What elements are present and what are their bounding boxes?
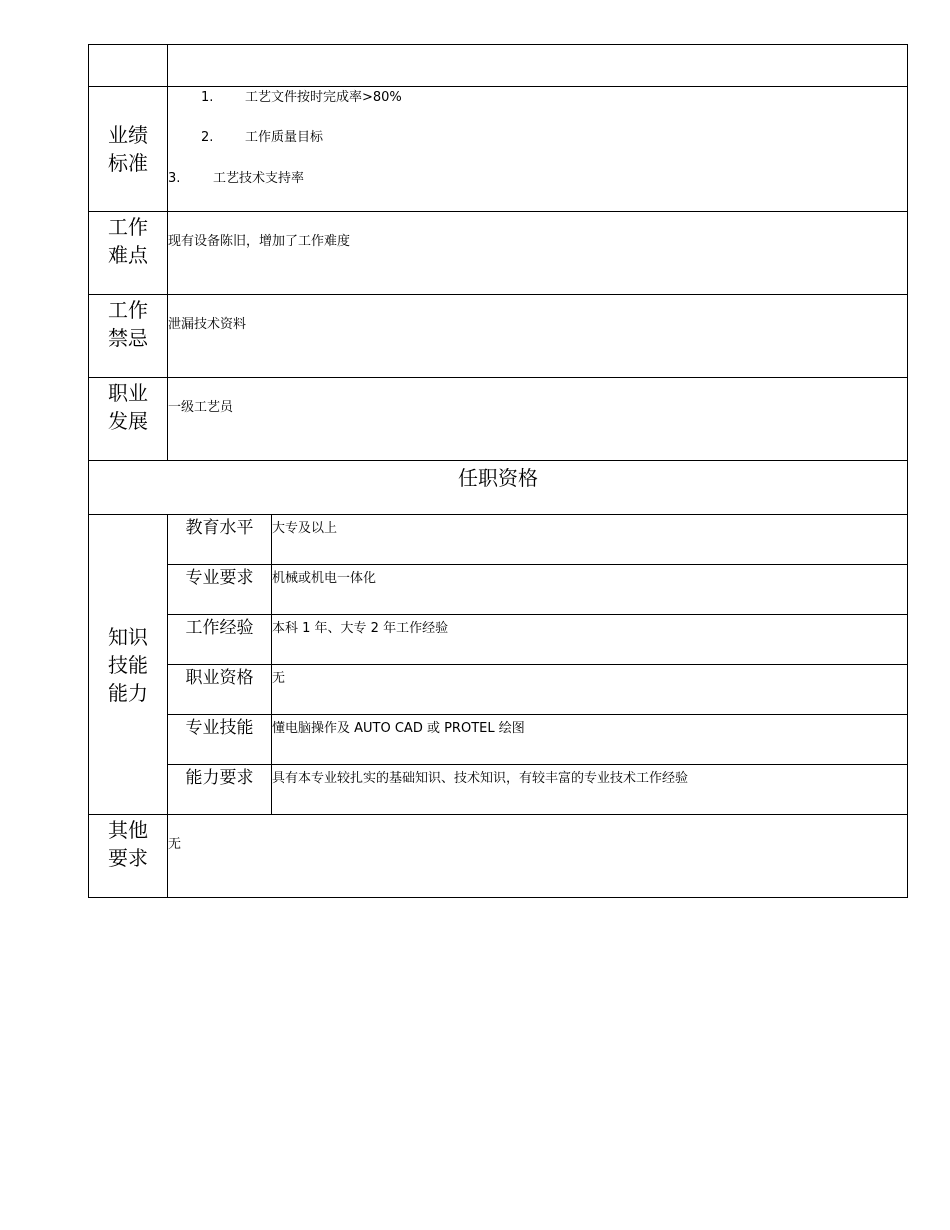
qualification-title-row [89, 461, 908, 515]
career-label-text: 职业发展 [108, 381, 148, 433]
performance-list [168, 87, 907, 211]
major-value: 机械或机电一体化 [272, 565, 908, 615]
performance-item-1-num: 1. [201, 90, 214, 105]
difficulty-row [89, 212, 908, 295]
difficulty-label-text: 工作难点 [108, 215, 148, 267]
other-label [89, 815, 168, 898]
performance-item-2-text: 工作质量目标 [245, 130, 324, 145]
difficulty-label [89, 212, 168, 295]
qualification-row [89, 565, 908, 615]
qualification-row [89, 515, 908, 565]
qualification-row [89, 665, 908, 715]
taboo-row [89, 295, 908, 378]
performance-label-text: 业绩标准 [108, 123, 148, 175]
career-value: 一级工艺员 [168, 378, 908, 461]
qualification-title: 任职资格 [89, 461, 908, 515]
performance-row [89, 87, 908, 212]
qualification-row [89, 715, 908, 765]
taboo-label-text: 工作禁忌 [108, 298, 148, 350]
performance-item-2-num: 2. [201, 130, 214, 145]
skill-value: 懂电脑操作及 AUTO CAD 或 PROTEL 绘图 [272, 715, 908, 765]
experience-value: 本科 1 年、大专 2 年工作经验 [272, 615, 908, 665]
qualification-group-label-text: 知识技能能力 [108, 624, 148, 705]
qualification-row [89, 765, 908, 815]
other-row [89, 815, 908, 898]
performance-item-3-num: 3. [168, 171, 181, 186]
job-description-table [88, 44, 908, 898]
performance-value [168, 87, 908, 212]
ability-label: 能力要求 [168, 765, 272, 815]
qualification-group-label [89, 515, 168, 815]
ability-value: 具有本专业较扎实的基础知识、技术知识，有较丰富的专业技术工作经验 [272, 765, 908, 815]
major-label: 专业要求 [168, 565, 272, 615]
career-row [89, 378, 908, 461]
education-label: 教育水平 [168, 515, 272, 565]
experience-label: 工作经验 [168, 615, 272, 665]
career-label [89, 378, 168, 461]
certificate-value: 无 [272, 665, 908, 715]
performance-label [89, 87, 168, 212]
taboo-value: 泄漏技术资料 [168, 295, 908, 378]
certificate-label: 职业资格 [168, 665, 272, 715]
empty-value-cell [168, 45, 908, 87]
difficulty-value: 现有设备陈旧，增加了工作难度 [168, 212, 908, 295]
education-value: 大专及以上 [272, 515, 908, 565]
qualification-row [89, 615, 908, 665]
other-value: 无 [168, 815, 908, 898]
other-label-text: 其他要求 [108, 818, 148, 870]
taboo-label [89, 295, 168, 378]
empty-top-row [89, 45, 908, 87]
performance-item-3-text: 工艺技术支持率 [213, 171, 305, 186]
performance-item-1-text: 工艺文件按时完成率>80% [245, 90, 402, 105]
empty-label-cell [89, 45, 168, 87]
skill-label: 专业技能 [168, 715, 272, 765]
